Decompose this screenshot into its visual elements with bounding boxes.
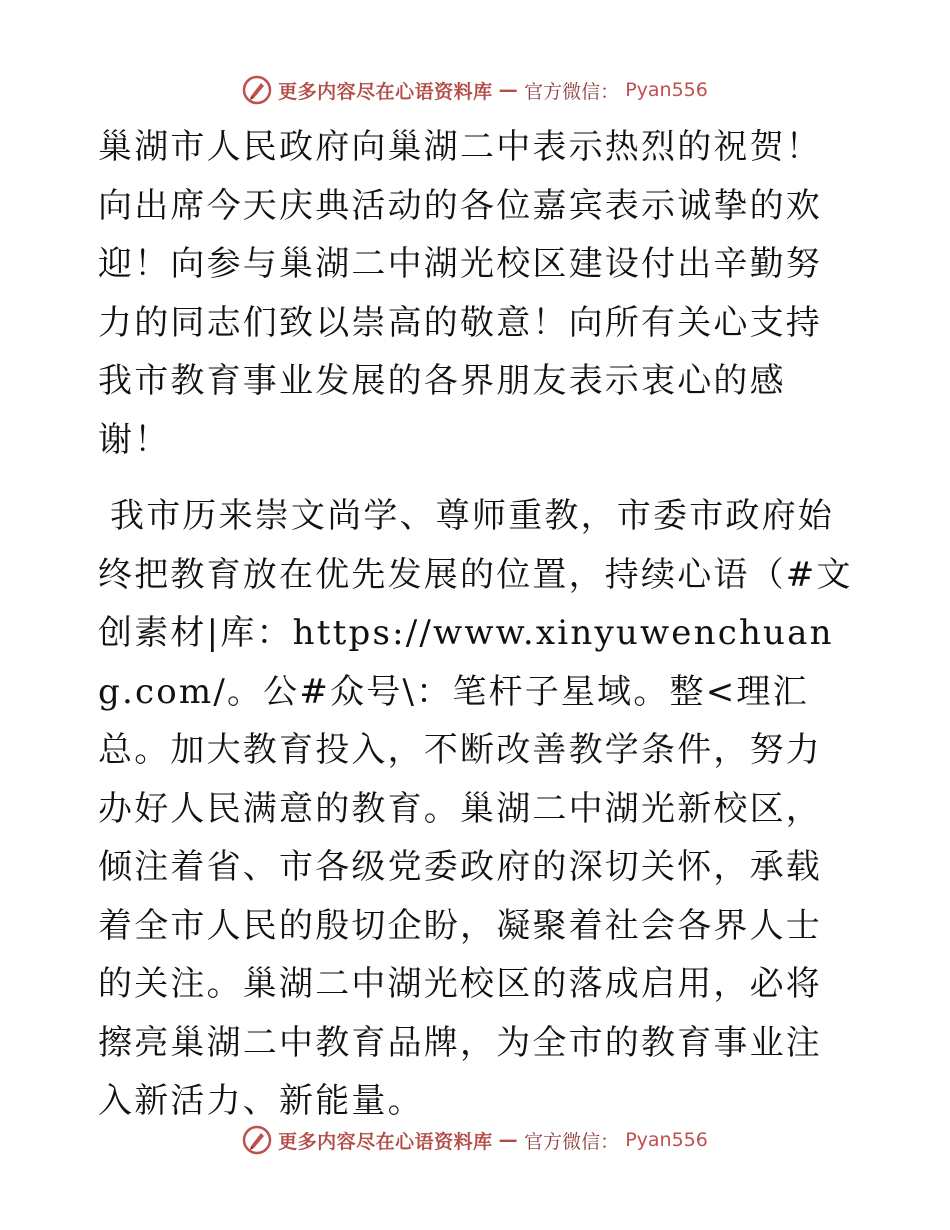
watermark-site-text: 更多内容尽在心语资料库 [278, 80, 493, 103]
watermark-wechat-id: Pyan556 [625, 1129, 708, 1151]
watermark-dash: — [498, 79, 519, 101]
watermark-wechat-id: Pyan556 [625, 79, 708, 101]
footer-watermark [0, 1120, 950, 1160]
watermark-site-text: 更多内容尽在心语资料库 [278, 1130, 493, 1153]
watermark-official-label: 官方微信： [524, 80, 620, 103]
pen-logo-icon [242, 75, 272, 105]
document-body [98, 118, 858, 1131]
watermark-dash: — [498, 1129, 519, 1151]
header-watermark [0, 70, 950, 110]
pen-logo-icon [242, 1125, 272, 1155]
watermark-official-label: 官方微信： [524, 1130, 620, 1153]
paragraph-congratulations: 巢湖市人民政府向巢湖二中表示热烈的祝贺！向出席今天庆典活动的各位嘉宾表示诚挚的欢迎！向参与巢湖二中湖光校区建设付出辛勤努力的同志们致以崇高的敬意！向所有关心支持我市教育事业发展的各界朋友表示衷心的感谢！ [98, 127, 822, 460]
paragraph-education-policy: 我市历来崇文尚学、尊师重教，市委市政府始终把教育放在优先发展的位置，持续心语（#文创素材|库：https://www.xinyuwenchuang.com/。公#众号\：笔杆子星域。整<理汇总。加大教育投入，不断改善教学条件，努力办好人民满意的教育。巢湖二中湖光新校区，倾注着省、市各级党委政府的深切关怀，承载着全市人民的殷切企盼，凝聚着社会各界人士的关注。巢湖二中湖光校区的落成启用，必将擦亮巢湖二中教育品牌，为全市的教育事业注入新活力、新能量。 [98, 496, 853, 1121]
